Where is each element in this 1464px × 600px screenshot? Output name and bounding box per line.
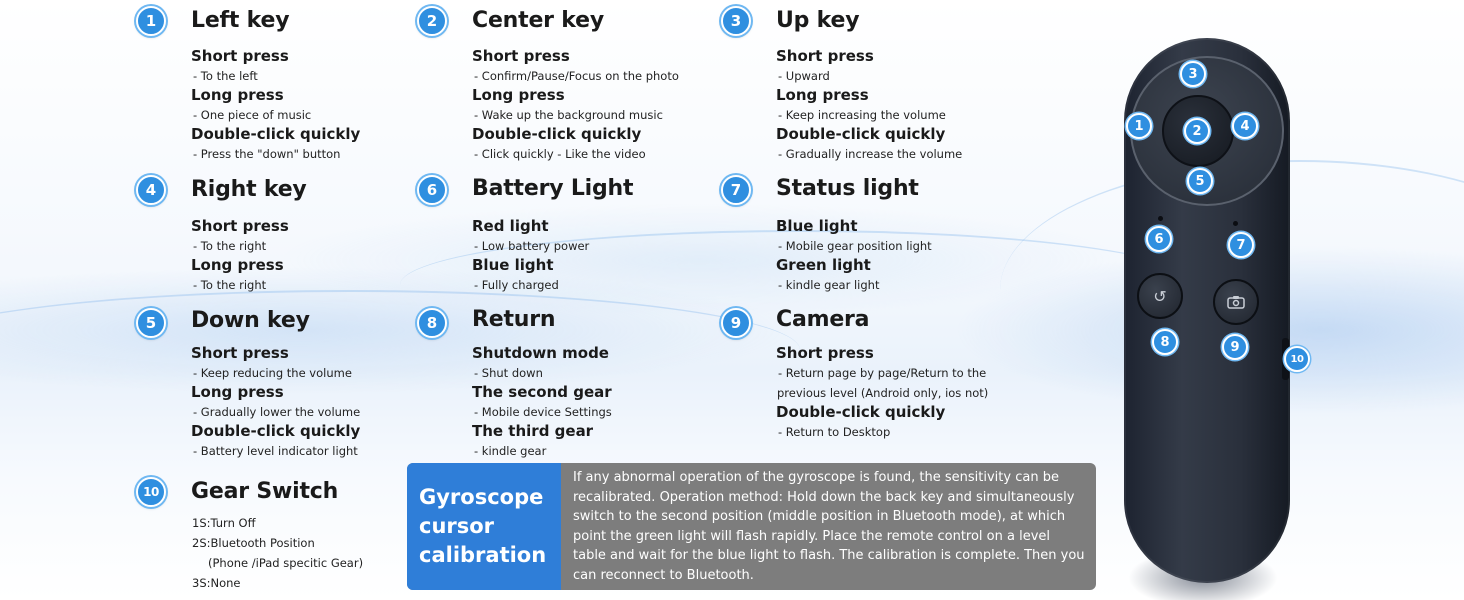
camera-button [1213,279,1259,325]
item-head: Short press [472,47,570,65]
item-desc: previous level (Android only, ios not) [777,386,989,400]
item-head: The second gear [472,383,612,401]
calibration-box [407,463,1096,590]
return-button [1137,273,1183,319]
remote-label-2: 2 [1184,118,1210,144]
item-desc: - To the right [193,239,267,253]
item-desc: - Fully charged [474,278,559,292]
item-head: Long press [776,86,869,104]
number-badge: 10 [136,477,166,507]
item-head: The third gear [472,422,594,440]
remote-label-8: 8 [1152,329,1178,355]
status-led [1233,221,1238,226]
section-title: Up key [776,8,860,33]
number-badge: 2 [417,6,447,36]
remote-label-4: 4 [1232,113,1258,139]
item-head: Green light [776,256,871,274]
item-head: Blue light [472,256,554,274]
item-desc: - To the right [193,278,267,292]
item-desc: - Return page by page/Return to the [778,366,987,380]
item-desc: - Keep reducing the volume [193,366,352,380]
gear-line: 3S:None [192,576,241,590]
remote-label-10: 10 [1284,346,1310,372]
item-desc: - Mobile device Settings [474,405,612,419]
item-head: Long press [472,86,565,104]
item-desc: - Upward [778,69,830,83]
calibration-title-line: calibration [419,543,547,567]
item-head: Double-click quickly [191,422,361,440]
section-title: Status light [776,176,919,201]
item-head: Shutdown mode [472,344,609,362]
remote-label-9: 9 [1222,334,1248,360]
number-badge: 4 [136,175,166,205]
item-head: Short press [776,344,874,362]
item-desc: - Wake up the background music [474,108,663,122]
number-badge: 8 [417,308,447,338]
gear-line: (Phone /iPad specitic Gear) [208,556,364,570]
number-badge: 7 [721,175,751,205]
item-head: Short press [776,47,874,65]
battery-led [1158,216,1163,221]
item-desc: - To the left [193,69,258,83]
section-title: Camera [776,307,870,332]
item-head: Short press [191,47,289,65]
item-desc: - Return to Desktop [778,425,891,439]
item-head: Long press [191,256,284,274]
item-head: Short press [191,217,289,235]
rotate-arrow-icon: ↺ [1153,286,1167,306]
item-head: Long press [191,383,284,401]
remote-label-3: 3 [1180,61,1206,87]
number-badge: 5 [136,308,166,338]
item-head: Long press [191,86,284,104]
section-title: Left key [191,8,290,33]
remote-label-6: 6 [1146,226,1172,252]
item-head: Blue light [776,217,858,235]
gear-line: 2S:Bluetooth Position [192,536,315,550]
item-head: Double-click quickly [776,125,946,143]
camera-icon [1227,295,1245,309]
calibration-title-line: cursor [419,514,495,538]
item-desc: - One piece of music [193,108,312,122]
item-desc: - Shut down [474,366,543,380]
number-badge: 3 [721,6,751,36]
item-head: Short press [191,344,289,362]
item-desc: - Gradually increase the volume [778,147,963,161]
item-desc: - kindle gear light [778,278,880,292]
gear-line: 1S:Turn Off [192,516,256,530]
section-title: Right key [191,177,307,202]
calibration-title [407,463,561,590]
item-head: Double-click quickly [191,125,361,143]
number-badge: 1 [136,6,166,36]
item-desc: - Click quickly - Like the video [474,147,646,161]
item-head: Double-click quickly [776,403,946,421]
remote-label-5: 5 [1187,168,1213,194]
remote-label-7: 7 [1228,232,1254,258]
section-title: Battery Light [472,176,634,201]
section-title: Center key [472,8,604,33]
item-desc: - Press the "down" button [193,147,341,161]
item-desc: - Mobile gear position light [778,239,932,253]
item-head: Red light [472,217,549,235]
item-desc: - Keep increasing the volume [778,108,946,122]
item-head: Double-click quickly [472,125,642,143]
calibration-text: If any abnormal operation of the gyroscope is found, the sensitivity can be recalibrated. Operation method: Hold down the back key and simultaneously switch to the second position (middle position in Bluetooth mode), at which point the green light will flash rapidly. Place the remote control on a level table and wait for the blue light to flash. The calibration is complete. Then you can reconnect to Bluetooth. [573,470,1085,583]
number-badge: 6 [417,175,447,205]
item-desc: - Confirm/Pause/Focus on the photo [474,69,679,83]
section-title: Gear Switch [191,479,339,504]
item-desc: - Low battery power [474,239,590,253]
section-title: Down key [191,308,310,333]
section-title: Return [472,307,556,332]
item-desc: - Battery level indicator light [193,444,358,458]
item-desc: - Gradually lower the volume [193,405,361,419]
remote-label-1: 1 [1126,113,1152,139]
item-desc: - kindle gear [474,444,547,458]
number-badge: 9 [721,308,751,338]
calibration-title-line: Gyroscope [419,485,544,509]
